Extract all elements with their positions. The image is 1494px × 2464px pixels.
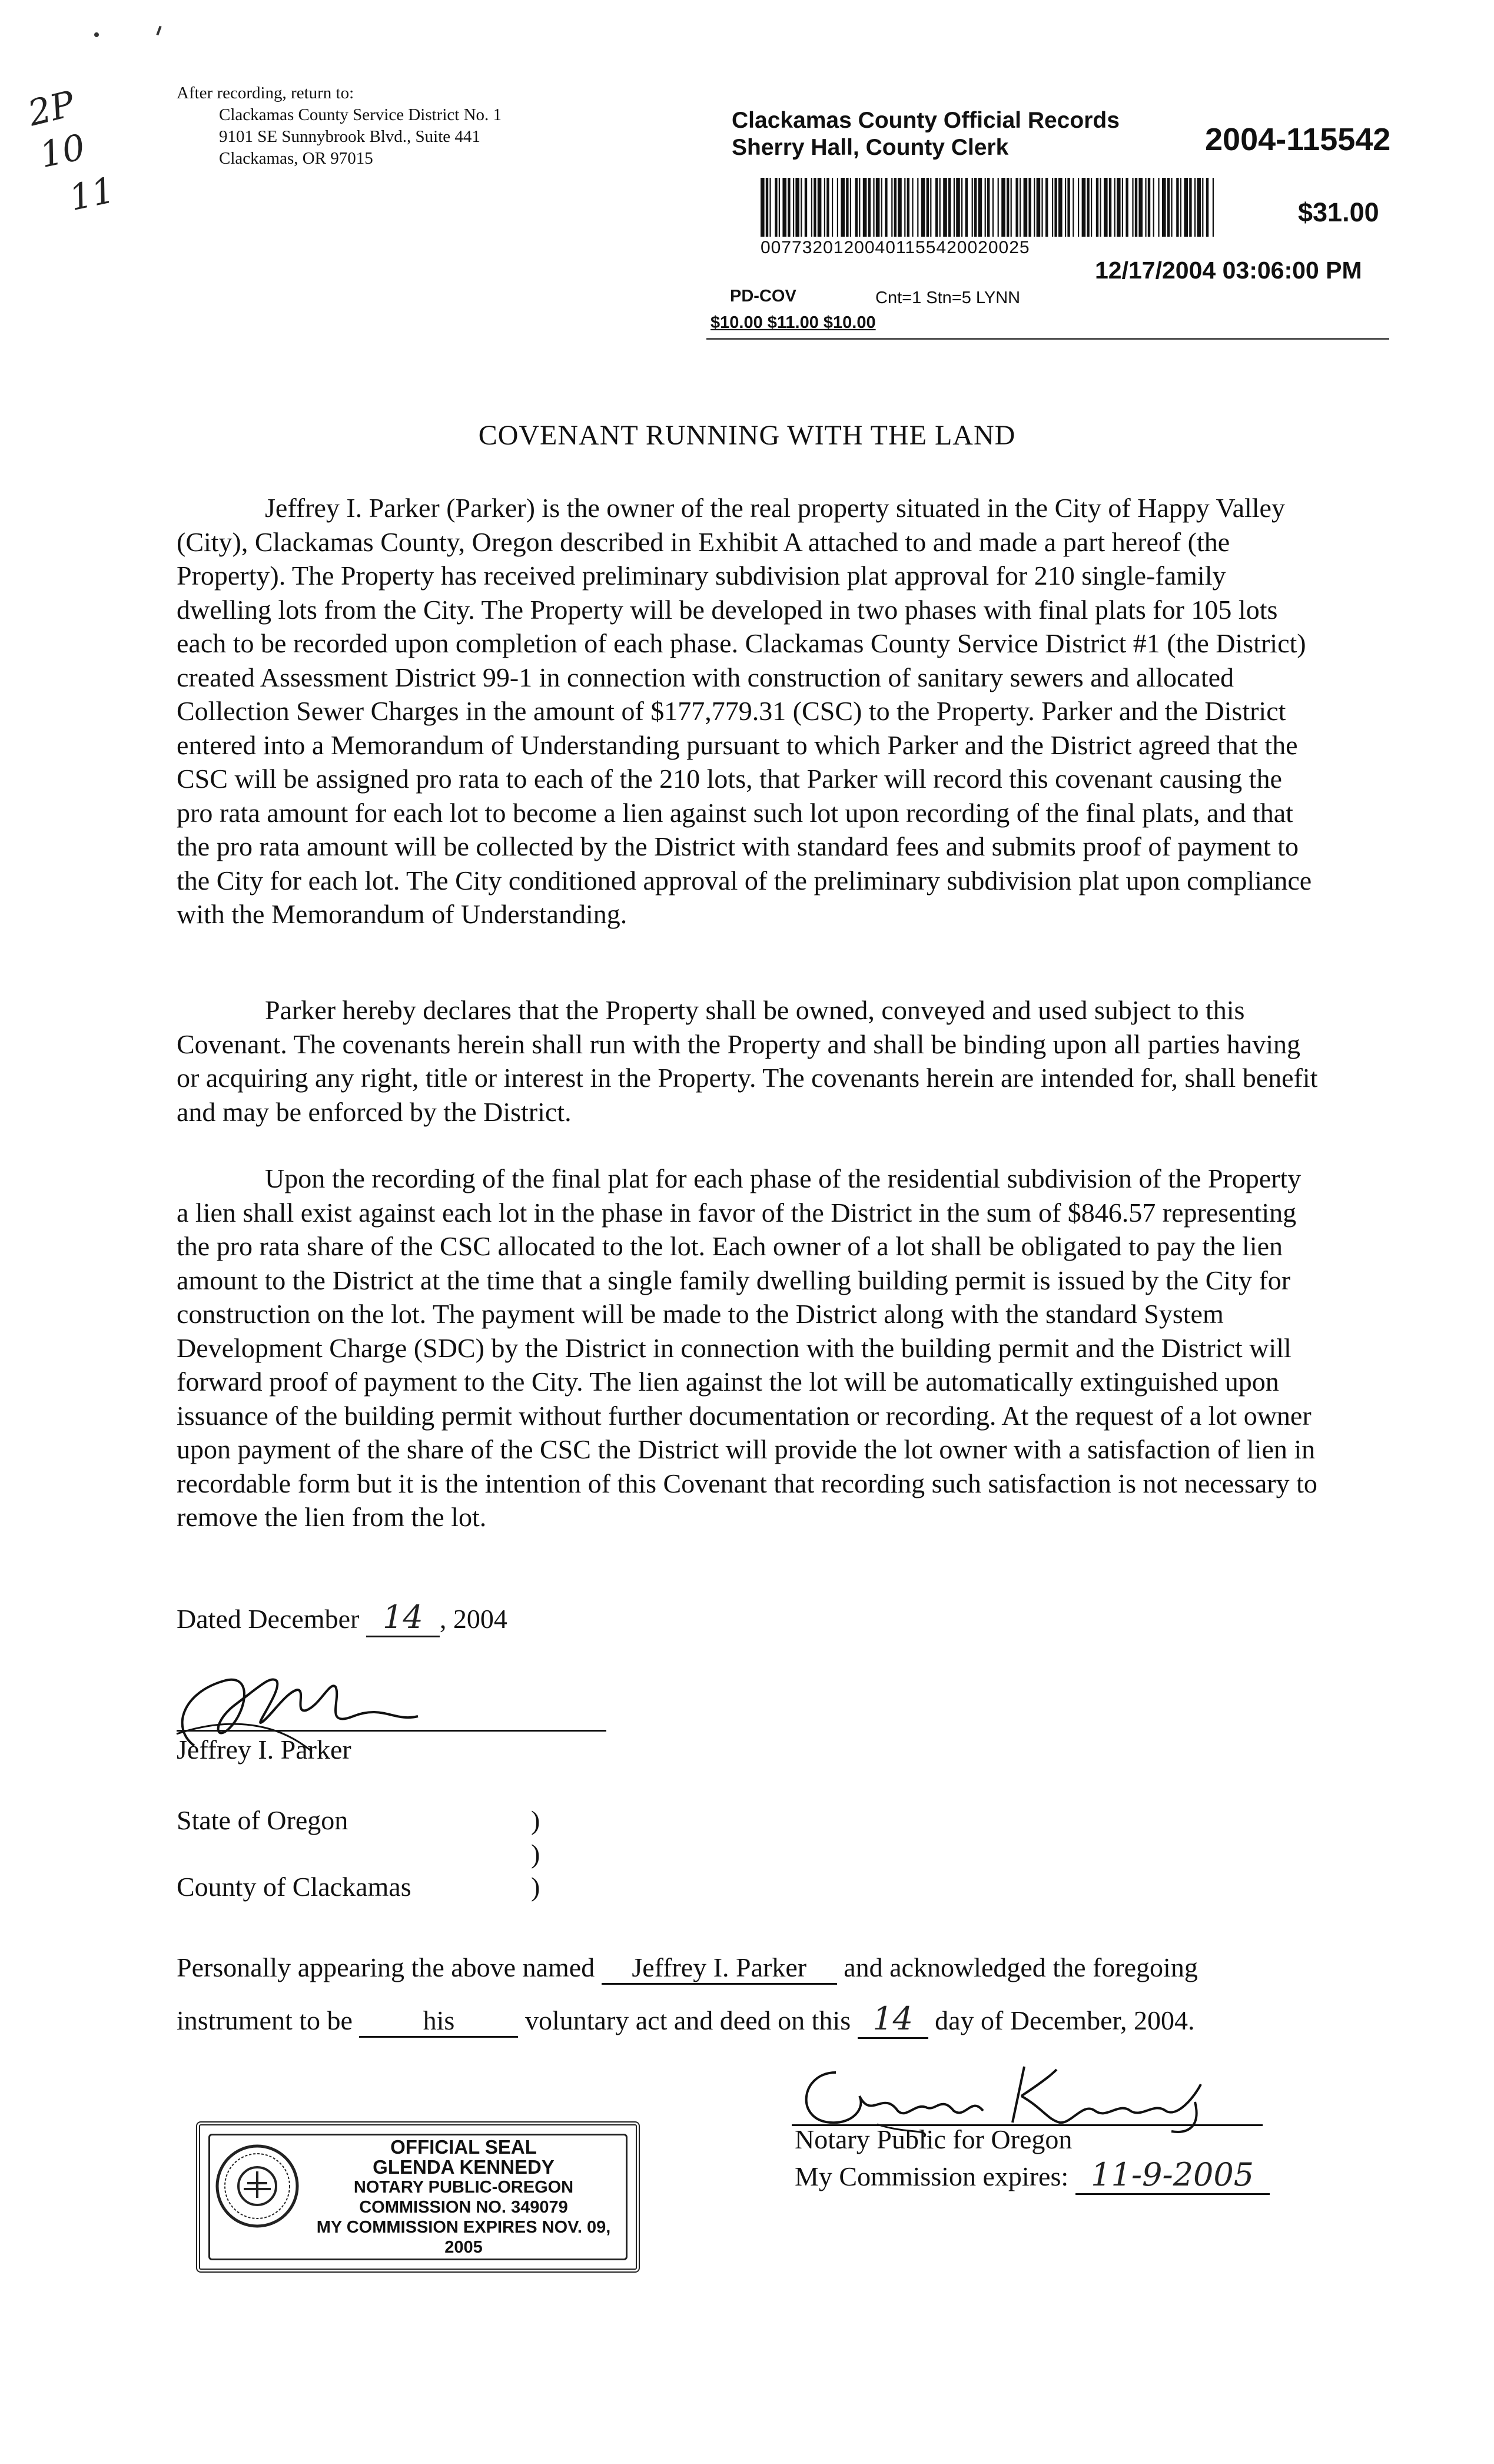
dated-line (177, 1599, 507, 1637)
paragraph: Jeffrey I. Parker (Parker) is the owner of the real property situated in the City of Happy Valley (City), Clackamas County, Oregon described in Exhibit A attached to and made a part hereof (the Property). The Property has received preliminary subdivision plat approval for 210 single-family dwelling lots from the City. The Property will be developed in two phases with final plats for 105 lots each to be recorded upon completion of each phase. Clackamas County Service District #1 (the District) created Assessment District 99-1 in connection with construction of sanitary sewers and allocated Collection Sewer Charges in the amount of $177,779.31 (CSC) to the Property. Parker and the District entered into a Memorandum of Understanding pursuant to which Parker and the District agreed that the CSC will be assigned pro rata to each of the 210 lots, that Parker will record this covenant causing the pro rata amount for each lot to become a lien against such lot upon recording of the final plats, and that the pro rata amount will be collected by the District with standard fees and submits proof of payment to the City for each lot. The City conditioned approval of the preliminary subdivision plat upon compliance with the Memorandum of Understanding. (177, 493, 1312, 929)
acknowledgment-line-2 (177, 2000, 1194, 2039)
state-label: State of Oregon (177, 1805, 348, 1835)
return-line: Clackamas, OR 97015 (219, 149, 373, 168)
commission-label: My Commission expires: (795, 2161, 1069, 2191)
ack-suffix: and acknowledged the foregoing (844, 1952, 1198, 1982)
seal-line: GLENDA KENNEDY (373, 2156, 555, 2178)
barcode (761, 178, 1214, 237)
recording-office (732, 107, 1120, 161)
scan-mark (94, 32, 99, 37)
count-line: Cnt=1 Stn=5 LYNN (875, 288, 1021, 307)
seal-line: OFFICIAL SEAL (390, 2136, 537, 2158)
document-code: PD-COV (730, 287, 796, 306)
margin-note: 11 (65, 169, 118, 220)
recording-number: 2004-115542 (1205, 122, 1391, 157)
bracket: ) (531, 1805, 540, 1835)
dated-day: 14 (366, 1599, 440, 1637)
ack-prefix: Personally appearing the above named (177, 1952, 595, 1982)
return-line: 9101 SE Sunnybrook Blvd., Suite 441 (219, 127, 480, 146)
notary-seal (196, 2121, 640, 2273)
seal-line: MY COMMISSION EXPIRES NOV. 09, 2005 (316, 2218, 611, 2257)
return-line: Clackamas County Service District No. 1 (219, 105, 502, 124)
stamp-divider (706, 338, 1389, 340)
seal-line: NOTARY PUBLIC-OREGON (353, 2178, 574, 2197)
barcode-digits: 00773201200401155420020025 (761, 238, 1030, 257)
state-seal-emblem (213, 2142, 301, 2230)
return-address (177, 82, 502, 170)
ack-day: 14 (858, 2000, 928, 2039)
dated-prefix: Dated December (177, 1604, 360, 1634)
signature-line (177, 1730, 606, 1732)
ack-prefix: instrument to be (177, 2005, 353, 2035)
return-label: After recording, return to: (177, 84, 354, 102)
bracket: ) (531, 1872, 540, 1902)
paragraph: Upon the recording of the final plat for each phase of the residential subdivision of the Property a lien shall exist against each lot in the phase in favor of the District in the sum of $846.57 representing the pro rata share of the CSC allocated to the lot. Each owner of a lot shall be obligated to pay the lien amount to the District at the time that a single family dwelling building permit is issued by the City for construction on the lot. The payment will be made to the District along with the standard System Development Charge (SDC) by the District in connection with the building permit and the District will forward proof of payment to the City. The lien against the lot will be automatically extinguished upon issuance of the building permit without further documentation or recording. At the request of a lot owner upon payment of the share of the CSC the District will provide the lot owner with a satisfaction of lien in recordable form but it is the intention of this Covenant that recording such satisfaction is not necessary to remove the lien from the lot. (177, 1163, 1317, 1532)
commission-date: 11-9-2005 (1075, 2156, 1270, 2195)
seal-text (297, 2137, 630, 2257)
recording-fee: $31.00 (1298, 197, 1379, 227)
margin-note: 10 (36, 126, 89, 177)
ack-pronoun: his (359, 2005, 518, 2038)
ack-suffix: day of December, 2004. (935, 2005, 1195, 2035)
document-title: COVENANT RUNNING WITH THE LAND (478, 420, 1016, 451)
dated-suffix: , 2004 (439, 1604, 507, 1634)
margin-note: 2P (24, 83, 79, 135)
commission-line (795, 2156, 1270, 2195)
bracket: ) (531, 1839, 540, 1869)
recording-office-name: Clackamas County Official Records (732, 108, 1120, 133)
paragraph: Parker hereby declares that the Property shall be owned, conveyed and used subject to this Covenant. The covenants herein shall run with the Property and shall be binding upon all parties having or acquiring any right, title or interest in the Property. The covenants herein are intended for, shall benefit and may be enforced by the District. (177, 995, 1318, 1127)
county-label: County of Clackamas (177, 1872, 411, 1902)
signer-name: Jeffrey I. Parker (177, 1735, 351, 1765)
seal-line: COMMISSION NO. 349079 (359, 2198, 568, 2217)
scan-mark (156, 26, 161, 35)
recording-datetime: 12/17/2004 03:06:00 PM (1095, 257, 1362, 284)
ack-name: Jeffrey I. Parker (602, 1952, 837, 1985)
fee-breakdown: $10.00 $11.00 $10.00 (711, 313, 876, 332)
recording-clerk: Sherry Hall, County Clerk (732, 135, 1009, 160)
notary-title: Notary Public for Oregon (795, 2124, 1073, 2154)
ack-mid: voluntary act and deed on this (524, 2005, 851, 2035)
acknowledgment-line-1 (177, 1952, 1198, 1985)
